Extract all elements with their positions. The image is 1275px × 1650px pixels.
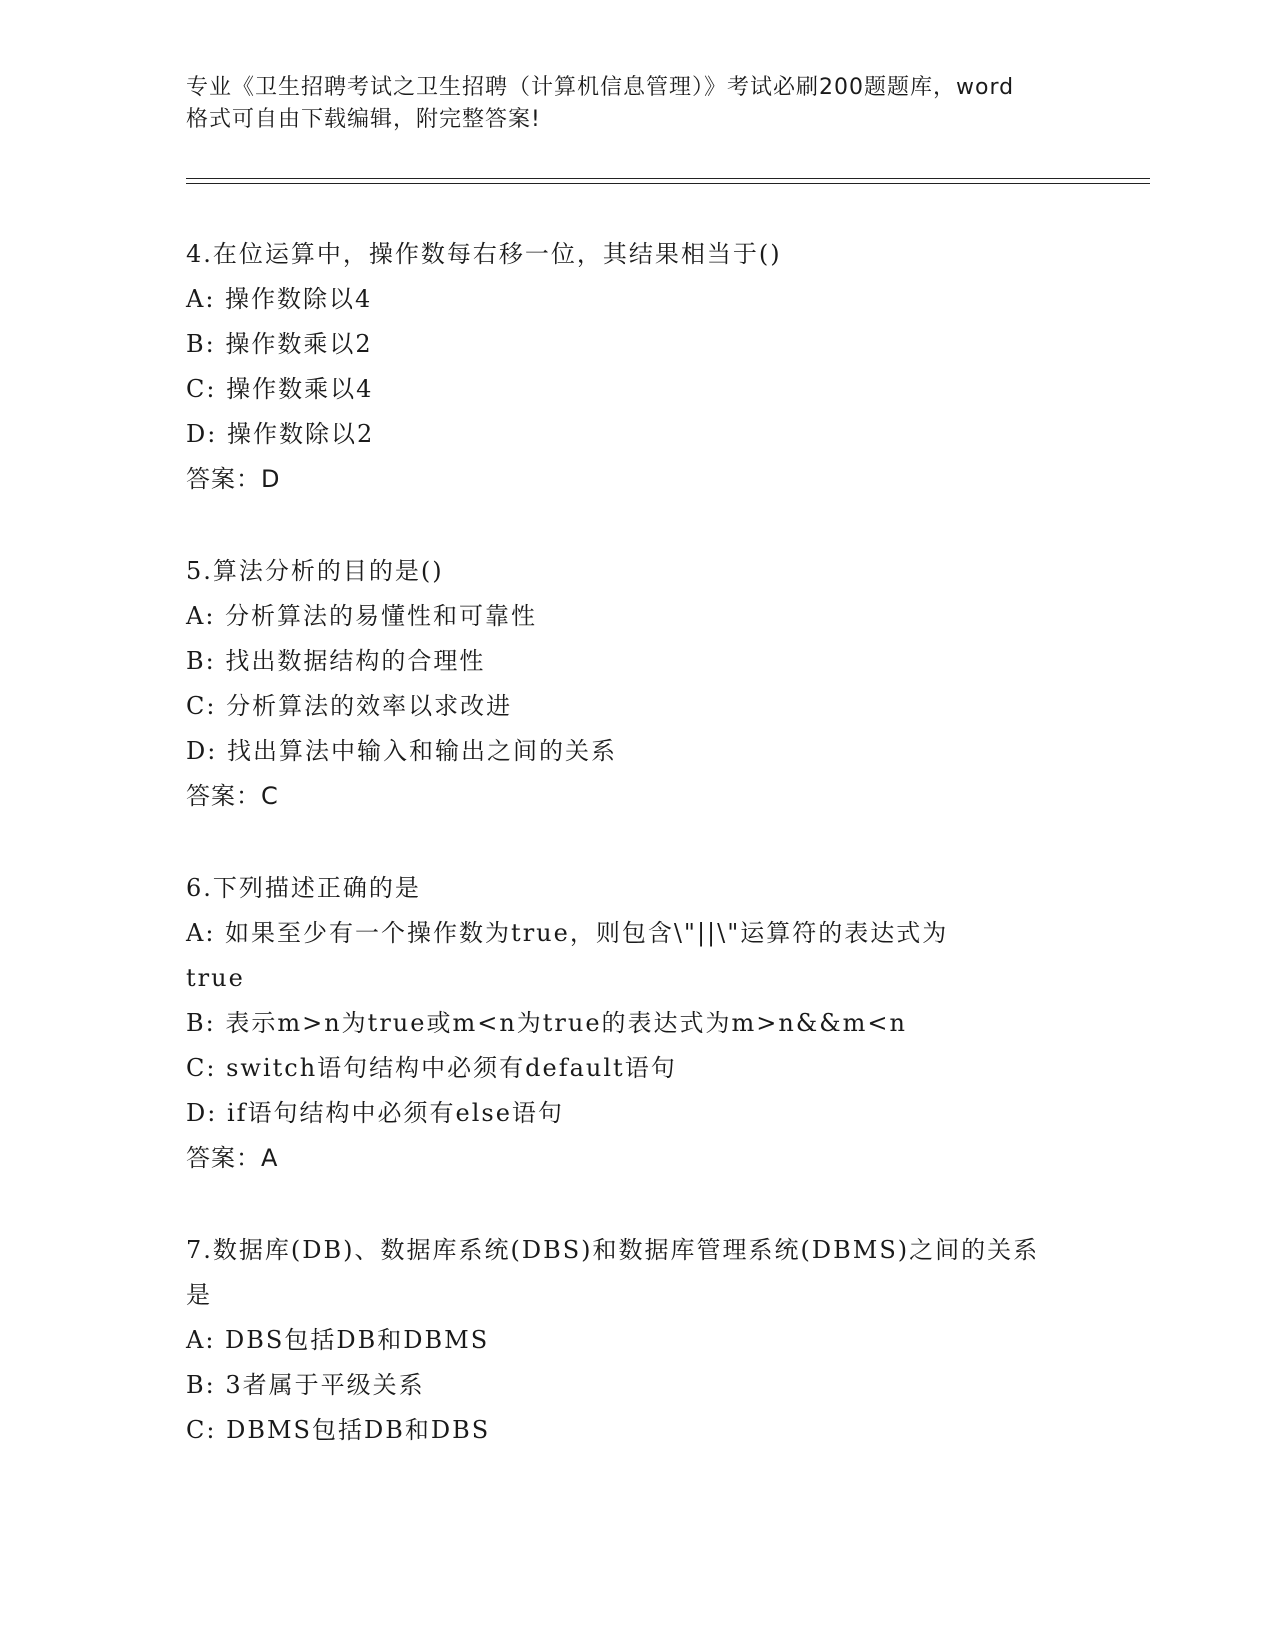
header-rule-top	[186, 178, 1150, 179]
answer-option: C: 操作数乘以4	[186, 375, 374, 403]
question-block	[186, 1228, 1086, 1453]
answer-option: A: DBS包括DB和DBMS	[186, 1326, 490, 1354]
answer-option: D: 找出算法中输入和输出之间的关系	[186, 737, 617, 765]
question-block	[186, 232, 1086, 502]
question-stem: 6.下列描述正确的是	[186, 874, 421, 902]
header-line-1: 专业《卫生招聘考试之卫生招聘（计算机信息管理）》考试必刷200题题库，word	[186, 75, 1015, 100]
answer-option: D: if语句结构中必须有else语句	[186, 1099, 564, 1127]
correct-answer: 答案：D	[186, 465, 281, 493]
question-block	[186, 866, 1086, 1181]
answer-option: D: 操作数除以2	[186, 420, 375, 448]
header-rule-bottom	[186, 183, 1150, 184]
answer-option: A: 如果至少有一个操作数为true，则包含\"||\"运算符的表达式为	[186, 919, 949, 947]
answer-option: C: DBMS包括DB和DBS	[186, 1416, 491, 1444]
question-list	[186, 232, 1086, 1500]
answer-option: B: 表示m>n为true或m<n为true的表达式为m>n&&m<n	[186, 1009, 907, 1037]
question-stem: 5.算法分析的目的是()	[186, 557, 444, 585]
answer-option: B: 找出数据结构的合理性	[186, 647, 486, 675]
answer-option: true	[186, 964, 245, 992]
answer-option: A: 分析算法的易懂性和可靠性	[186, 602, 538, 630]
answer-option: C: switch语句结构中必须有default语句	[186, 1054, 677, 1082]
document-header	[186, 72, 1086, 136]
answer-option: C: 分析算法的效率以求改进	[186, 692, 513, 720]
answer-option: B: 操作数乘以2	[186, 330, 373, 358]
answer-option: B: 3者属于平级关系	[186, 1371, 425, 1399]
answer-option: A: 操作数除以4	[186, 285, 373, 313]
question-stem: 是	[186, 1281, 212, 1309]
question-stem: 4.在位运算中，操作数每右移一位，其结果相当于()	[186, 240, 782, 268]
header-line-2: 格式可自由下载编辑，附完整答案!	[186, 107, 541, 132]
correct-answer: 答案：C	[186, 782, 279, 810]
correct-answer: 答案：A	[186, 1144, 279, 1172]
question-stem: 7.数据库(DB)、数据库系统(DBS)和数据库管理系统(DBMS)之间的关系	[186, 1236, 1040, 1264]
question-block	[186, 549, 1086, 819]
